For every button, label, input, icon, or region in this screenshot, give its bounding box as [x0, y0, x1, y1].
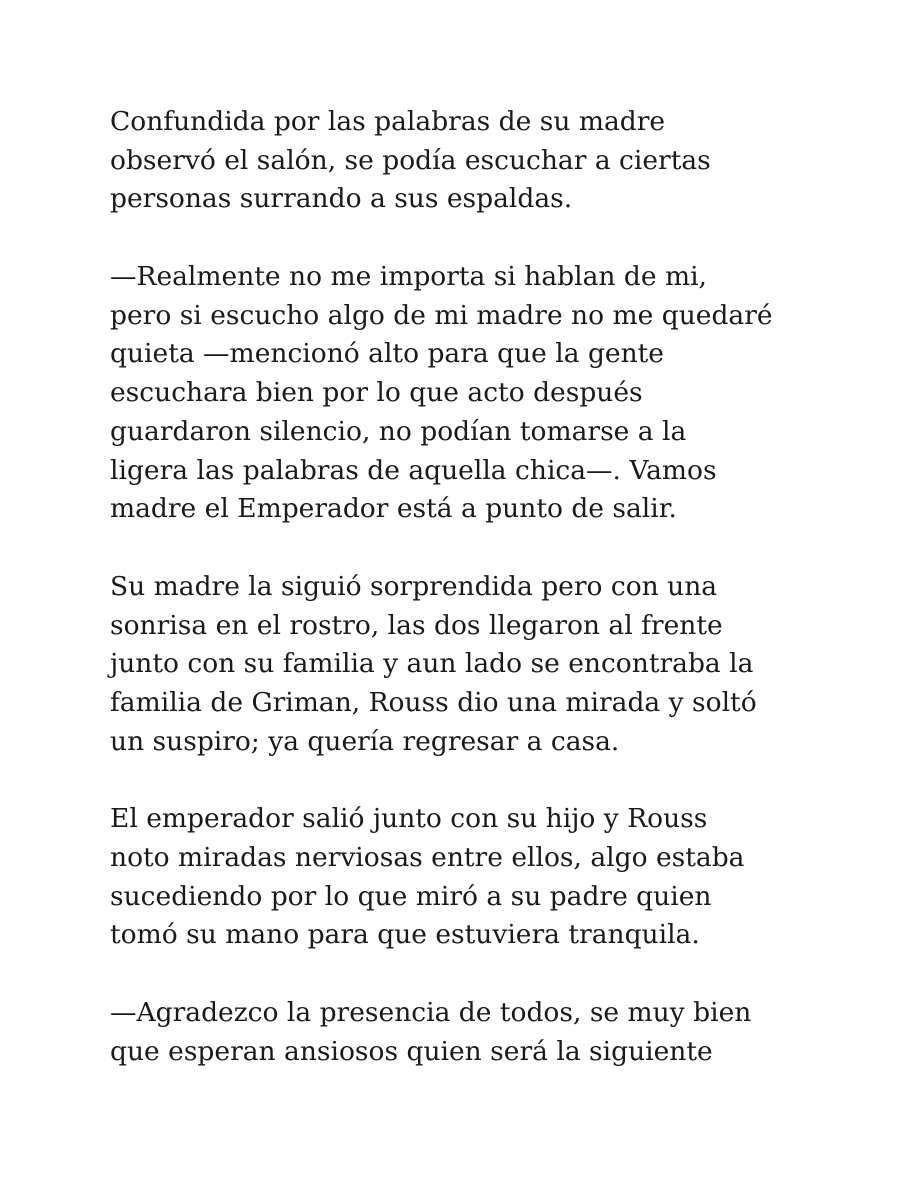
- text-line: madre el Emperador está a punto de salir.: [110, 493, 677, 525]
- text-line: que esperan ansiosos quien será la siguiente: [110, 1035, 713, 1067]
- text-line: junto con su familia y aun lado se encontraba la: [110, 648, 754, 680]
- document-page: [110, 103, 810, 1071]
- paragraph-5: [110, 994, 810, 1071]
- text-line: —Agradezco la presencia de todos, se muy bien: [110, 997, 752, 1029]
- paragraph-1: [110, 103, 810, 219]
- text-line: tomó su mano para que estuviera tranquila.: [110, 919, 700, 951]
- text-line: Su madre la siguió sorprendida pero con una: [110, 570, 718, 602]
- text-line: familia de Griman, Rouss dio una mirada y soltó: [110, 686, 757, 718]
- text-line: un suspiro; ya quería regresar a casa.: [110, 725, 620, 757]
- text-line: noto miradas nerviosas entre ellos, algo estaba: [110, 842, 745, 873]
- text-line: Confundida por las palabras de su madre: [110, 106, 666, 137]
- text-line: guardaron silencio, no podían tomarse a la: [110, 415, 687, 447]
- text-line: ligera las palabras de aquella chica—. Vamos: [110, 454, 717, 486]
- paragraph-3: [110, 568, 810, 761]
- text-line: El emperador salió junto con su hijo y Rouss: [110, 803, 708, 835]
- text-line: —Realmente no me importa si hablan de mi,: [110, 261, 707, 293]
- text-line: personas surrando a sus espaldas.: [110, 183, 573, 215]
- text-line: quieta —mencionó alto para que la gente: [110, 338, 664, 370]
- text-line: observó el salón, se podía escuchar a ciertas: [110, 144, 711, 176]
- text-line: sonrisa en el rostro, las dos llegaron al frente: [110, 609, 723, 641]
- text-line: pero si escucho algo de mi madre no me quedaré: [110, 299, 773, 331]
- text-line: escuchara bien por lo que acto después: [110, 377, 643, 409]
- paragraph-2: [110, 258, 810, 529]
- text-line: sucediendo por lo que miró a su padre quien: [110, 880, 712, 912]
- paragraph-4: [110, 800, 810, 955]
